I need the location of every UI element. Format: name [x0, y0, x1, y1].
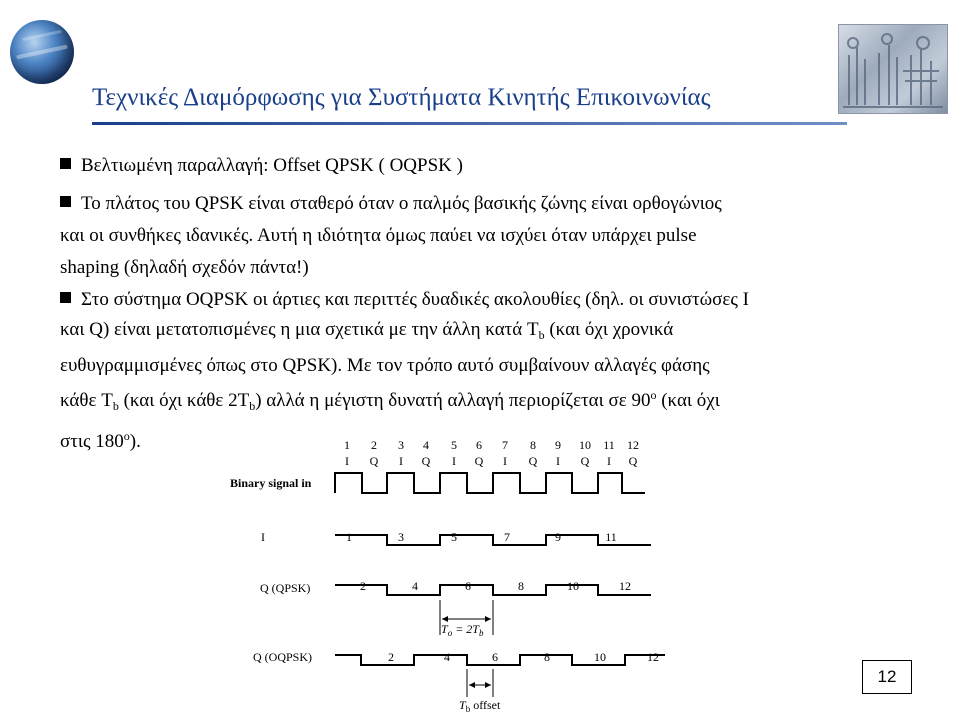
q-qpsk-segment-10: 10	[567, 579, 579, 593]
globe-logo-image	[10, 20, 74, 84]
bit-iq-9: I	[556, 454, 560, 468]
i-segment-5: 5	[451, 530, 457, 544]
bit-iq-6: Q	[474, 454, 484, 468]
bit-number-1: 1	[344, 438, 350, 452]
page-number: 12	[862, 660, 912, 694]
bit-iq-10: Q	[580, 454, 590, 468]
i-segment-3: 3	[398, 530, 404, 544]
relief-figures-icon	[839, 25, 947, 113]
bit-number-12: 12	[627, 438, 639, 452]
q-oqpsk-segment-4: 4	[444, 650, 450, 664]
q-oqpsk-segment-6: 6	[492, 650, 498, 664]
bit-number-11: 11	[603, 438, 615, 452]
bullet-oqpsk-system	[60, 286, 920, 455]
q-qpsk-segment-4: 4	[412, 579, 418, 593]
bullet-square-icon	[60, 196, 71, 207]
label-q-qpsk: Q (QPSK)	[260, 581, 311, 595]
q-oqpsk-segment-12: 12	[647, 650, 659, 664]
bit-iq-1: I	[345, 454, 349, 468]
bullet-text: και οι συνθήκες ιδανικές. Αυτή η ιδιότητα όμως παύει να ισχύει όταν υπάρχει pulse	[60, 225, 697, 246]
bullet-offset-qpsk	[60, 152, 920, 179]
q-qpsk-segment-12: 12	[619, 579, 631, 593]
i-segment-9: 9	[555, 530, 561, 544]
bit-iq-11: I	[607, 454, 611, 468]
bullet-square-icon	[60, 292, 71, 303]
bit-iq-7: I	[503, 454, 507, 468]
bit-number-8: 8	[530, 438, 536, 452]
i-segment-7: 7	[504, 530, 510, 544]
bit-iq-4: Q	[421, 454, 431, 468]
bullet-text: στις $180^o$).	[60, 429, 141, 452]
relief-sculpture-image	[838, 24, 948, 114]
q-qpsk-segment-6: 6	[465, 579, 471, 593]
bit-number-7: 7	[502, 438, 508, 452]
q-qpsk-segment-8: 8	[518, 579, 524, 593]
bullet-text: Στο σύστημα OQPSK οι άρτιες και περιττές δυαδικές ακολουθίες (δηλ. οι συνιστώσες I	[81, 289, 749, 310]
bit-iq-8: Q	[528, 454, 538, 468]
bit-iq-2: Q	[369, 454, 379, 468]
bullet-text: shaping (δηλαδή σχεδόν πάντα!)	[60, 257, 309, 278]
bit-number-4: 4	[423, 438, 429, 452]
bullet-text: Βελτιωμένη παραλλαγή: Offset QPSK ( OQPSK )	[81, 155, 463, 176]
q-oqpsk-segment-2: 2	[388, 650, 394, 664]
title-underline	[92, 122, 847, 125]
offset-label: $T_b$ offset	[459, 698, 501, 714]
bullet-square-icon	[60, 158, 71, 169]
bit-iq-5: I	[452, 454, 456, 468]
i-segment-11: 11	[605, 530, 617, 544]
q-oqpsk-waveform	[335, 655, 665, 665]
bit-number-5: 5	[451, 438, 457, 452]
bit-number-6: 6	[476, 438, 482, 452]
q-qpsk-waveform	[335, 585, 651, 595]
i-channel-waveform	[335, 535, 651, 545]
bit-number-2: 2	[371, 438, 377, 452]
q-qpsk-segment-2: 2	[360, 579, 366, 593]
to-label: $T_o = 2T_b$	[441, 622, 484, 638]
i-segment-1: 1	[346, 530, 352, 544]
bit-number-10: 10	[579, 438, 591, 452]
bullet-text: κάθε $T_b$ (και όχι κάθε $2T_b$) αλλά η μέγιστη δυνατή αλλαγή περιορίζεται σε $90^o$ (και όχι	[60, 388, 720, 413]
q-oqpsk-segment-8: 8	[544, 650, 550, 664]
binary-waveform	[335, 473, 645, 493]
bit-number-9: 9	[555, 438, 561, 452]
bullet-text: ευθυγραμμισμένες όπως στο QPSK). Με τον τρόπο αυτό συμβαίνουν αλλαγές φάσης	[60, 355, 710, 376]
bit-number-3: 3	[398, 438, 404, 452]
label-binary-signal: Binary signal in	[230, 476, 312, 490]
bit-iq-3: I	[399, 454, 403, 468]
bit-iq-12: Q	[628, 454, 638, 468]
oqpsk-timing-diagram	[225, 435, 695, 715]
bullet-qpsk-amplitude	[60, 190, 920, 281]
q-oqpsk-segment-10: 10	[594, 650, 606, 664]
slide-title: Τεχνικές Διαμόρφωσης για Συστήματα Κινητής Επικοινωνίας	[92, 84, 711, 111]
label-q-oqpsk: Q (OQPSK)	[253, 650, 313, 664]
label-i-channel: I	[261, 530, 265, 544]
offset-dimension-ticks	[467, 669, 493, 697]
bullet-text: Το πλάτος του QPSK είναι σταθερό όταν ο παλμός βασικής ζώνης είναι ορθογώνιος	[81, 193, 722, 214]
bullet-text: και Q) είναι μετατοπισμένες η μια σχετικά με την άλλη κατά $T_b$ (και όχι χρονικά	[60, 319, 674, 342]
